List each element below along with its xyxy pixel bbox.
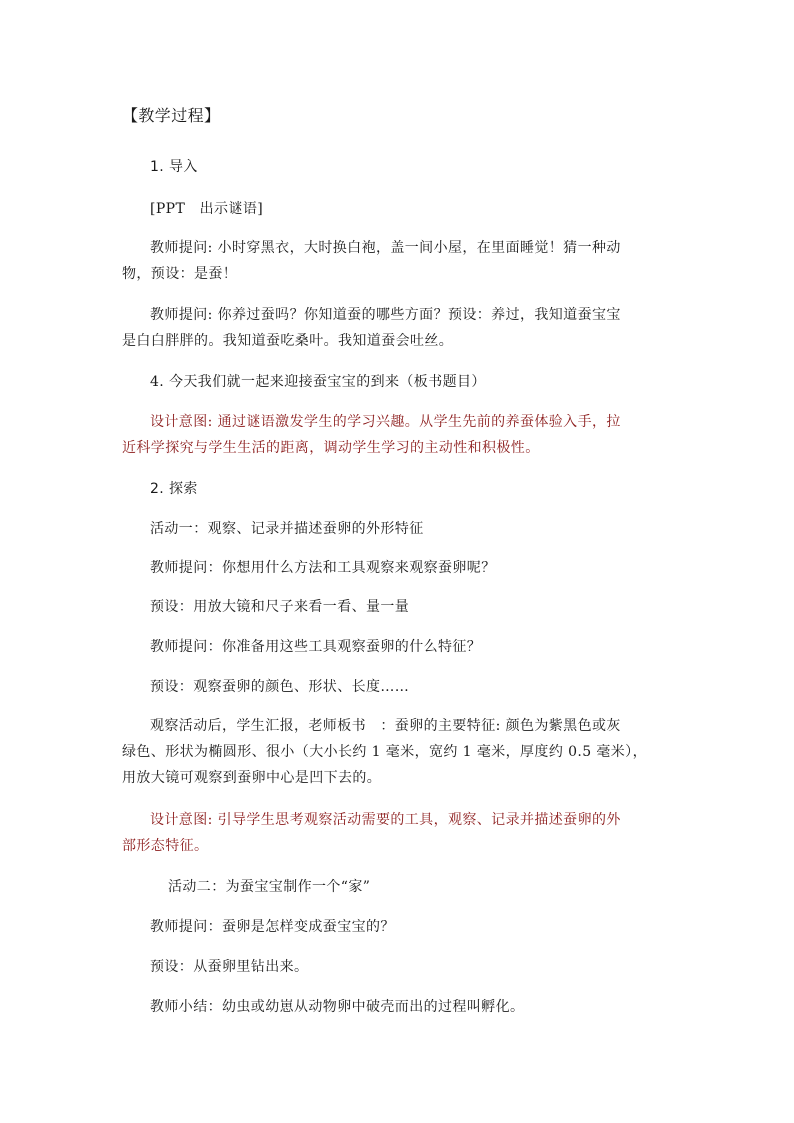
activity-2-question-1: 教师提问：蚕卵是怎样变成蚕宝宝的？ (150, 919, 395, 935)
activity-1-question-2: 教师提问：你准备用这些工具观察蚕卵的什么特征？ (150, 639, 482, 655)
activity-1-question-1: 教师提问：你想用什么方法和工具观察来观察蚕卵呢？ (150, 560, 496, 576)
report-line2: 绿色、形状为椭圆形、很小（大小长约 1 毫米，宽约 1 毫米，厚度约 0.5 毫米）， (122, 744, 647, 760)
item-4: 4. 今天我们就一起来迎接蚕宝宝的到来（板书题目） (150, 374, 486, 390)
part1-heading: 1. 导入 (150, 159, 198, 175)
activity-2-summary: 教师小结：幼虫或幼崽从动物卵中破壳而出的过程叫孵化。 (150, 999, 525, 1015)
report-line3: 用放大镜可观察到蚕卵中心是凹下去的。 (122, 770, 382, 786)
activity-2-preset-1: 预设：从蚕卵里钻出来。 (150, 959, 309, 975)
design-intent-1-line2: 近科学探究与学生生活的距离，调动学生学习的主动性和积极性。 (122, 440, 540, 456)
design-intent-2-line2: 部形态特征。 (122, 838, 209, 854)
section-title: 【教学过程】 (122, 106, 221, 125)
activity-1-preset-1: 预设：用放大镜和尺子来看一看、量一量 (150, 599, 410, 615)
teacher-question-2-line1: 教师提问: 你养过蚕吗？你知道蚕的哪些方面？预设：养过，我知道蚕宝宝 (150, 307, 621, 323)
activity-1-preset-2: 预设：观察蚕卵的颜色、形状、长度…… (150, 679, 410, 695)
teacher-question-2-line2: 是白白胖胖的。我知道蚕吃桑叶。我知道蚕会吐丝。 (122, 333, 454, 349)
activity-2-title: 活动二：为蚕宝宝制作一个“家” (168, 879, 371, 895)
part2-heading: 2. 探索 (150, 481, 198, 497)
design-intent-2-line1: 设计意图: 引导学生思考观察活动需要的工具，观察、记录并描述蚕卵的外 (150, 812, 621, 828)
teacher-question-1-line1: 教师提问: 小时穿黑衣，大时换白袍，盖一间小屋，在里面睡觉！猜一种动 (150, 240, 621, 256)
teacher-question-1-line2: 物，预设：是蚕！ (122, 266, 238, 282)
ppt-note: [PPT 出示谜语] (150, 201, 264, 217)
report-line1: 观察活动后，学生汇报，老师板书 ：蚕卵的主要特征: 颜色为紫黑色或灰 (150, 718, 621, 734)
activity-1-title: 活动一：观察、记录并描述蚕卵的外形特征 (150, 521, 424, 537)
design-intent-1-line1: 设计意图: 通过谜语激发学生的学习兴趣。从学生先前的养蚕体验入手，拉 (150, 414, 621, 430)
